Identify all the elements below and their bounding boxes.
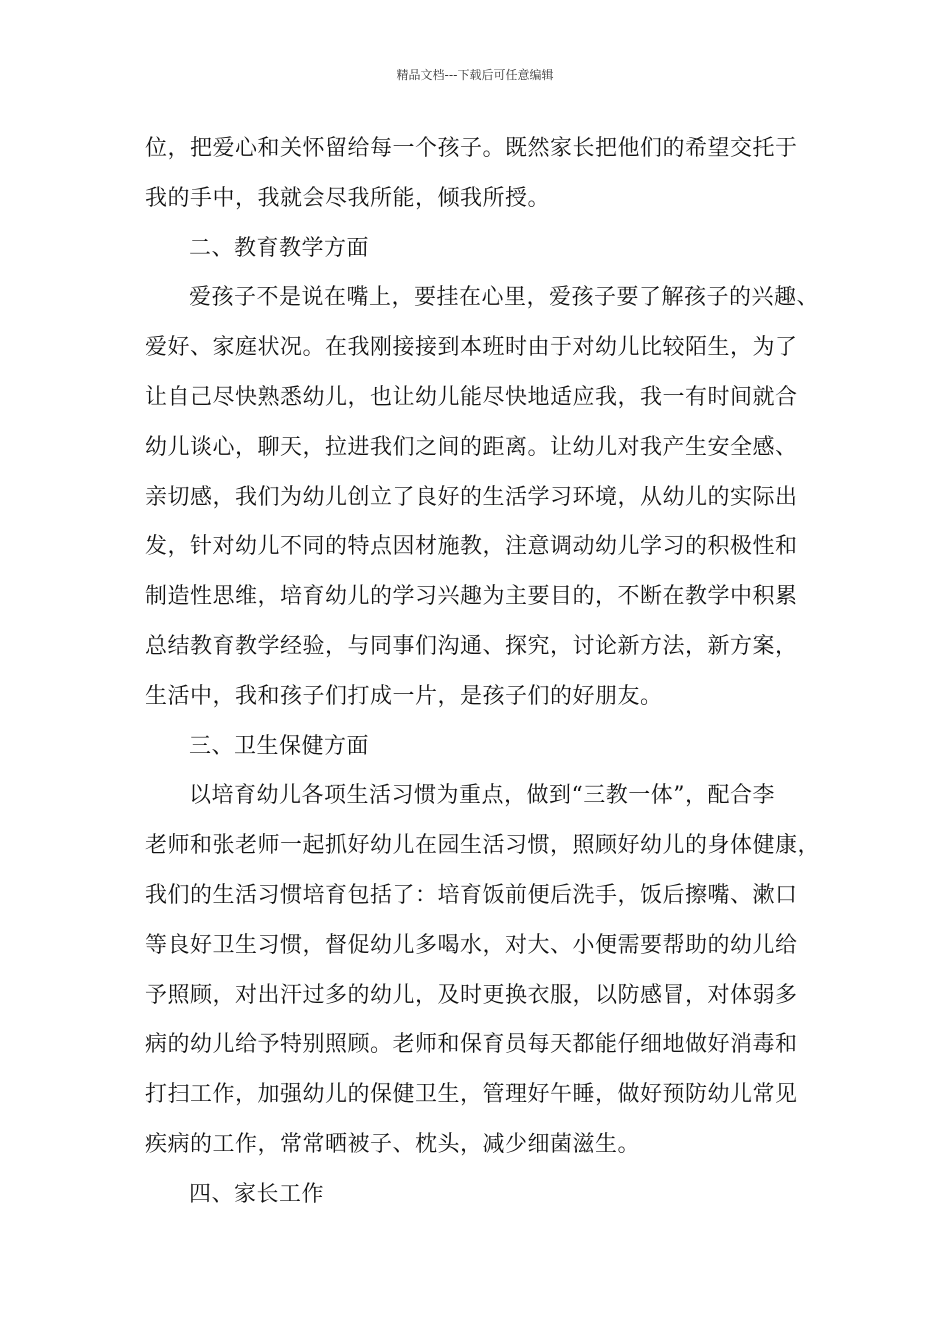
section-heading-hygiene: 三、卫生保健方面 — [189, 733, 370, 759]
body-line: 幼儿谈心，聊天，拉进我们之间的距离。让幼儿对我产生安全感、 — [145, 434, 798, 460]
paragraph-first-line: 爱孩子不是说在嘴上，要挂在心里，爱孩子要了解孩子的兴趣、 — [189, 285, 820, 311]
body-text — [145, 124, 835, 1220]
body-line: 亲切感，我们为幼儿创立了良好的生活学习环境，从幼儿的实际出 — [145, 484, 798, 510]
body-line: 我们的生活习惯培育包括了：培育饭前便后洗手，饭后擦嘴、漱口 — [145, 882, 798, 908]
body-line: 予照顾，对出汗过多的幼儿，及时更换衣服，以防感冒，对体弱多 — [145, 982, 798, 1008]
section-heading-parents: 四、家长工作 — [189, 1181, 325, 1207]
body-line: 我的手中，我就会尽我所能，倾我所授。 — [145, 185, 551, 211]
page-header: 精品文档---下载后可任意编辑 — [396, 68, 554, 82]
body-line: 发，针对幼儿不同的特点因材施教，注意调动幼儿学习的积极性和 — [145, 534, 798, 560]
body-line: 让自己尽快熟悉幼儿，也让幼儿能尽快地适应我，我一有时间就合 — [145, 384, 798, 410]
body-line: 老师和张老师一起抓好幼儿在园生活习惯，照顾好幼儿的身体健康， — [145, 833, 821, 859]
body-line: 制造性思维，培育幼儿的学习兴趣为主要目的，不断在教学中积累 — [145, 584, 798, 610]
body-line: 爱好、家庭状况。在我刚接接到本班时由于对幼儿比较陌生，为了 — [145, 335, 798, 361]
body-line: 疾病的工作，常常晒被子、枕头，减少细菌滋生。 — [145, 1131, 641, 1157]
body-line: 等良好卫生习惯，督促幼儿多喝水，对大、小便需要帮助的幼儿给 — [145, 932, 798, 958]
body-line: 生活中，我和孩子们打成一片，是孩子们的好朋友。 — [145, 683, 663, 709]
section-heading-education: 二、教育教学方面 — [189, 235, 370, 261]
body-line: 打扫工作，加强幼儿的保健卫生，管理好午睡，做好预防幼儿常见 — [145, 1082, 798, 1108]
body-line: 位，把爱心和关怀留给每一个孩子。既然家长把他们的希望交托于 — [145, 136, 798, 161]
paragraph-first-line: 以培育幼儿各项生活习惯为重点，做到“三教一体”，配合李 — [189, 783, 775, 809]
body-line: 总结教育教学经验，与同事们沟通、探究，讨论新方法，新方案， — [145, 633, 798, 659]
body-line: 病的幼儿给予特别照顾。老师和保育员每天都能仔细地做好消毒和 — [145, 1032, 798, 1058]
